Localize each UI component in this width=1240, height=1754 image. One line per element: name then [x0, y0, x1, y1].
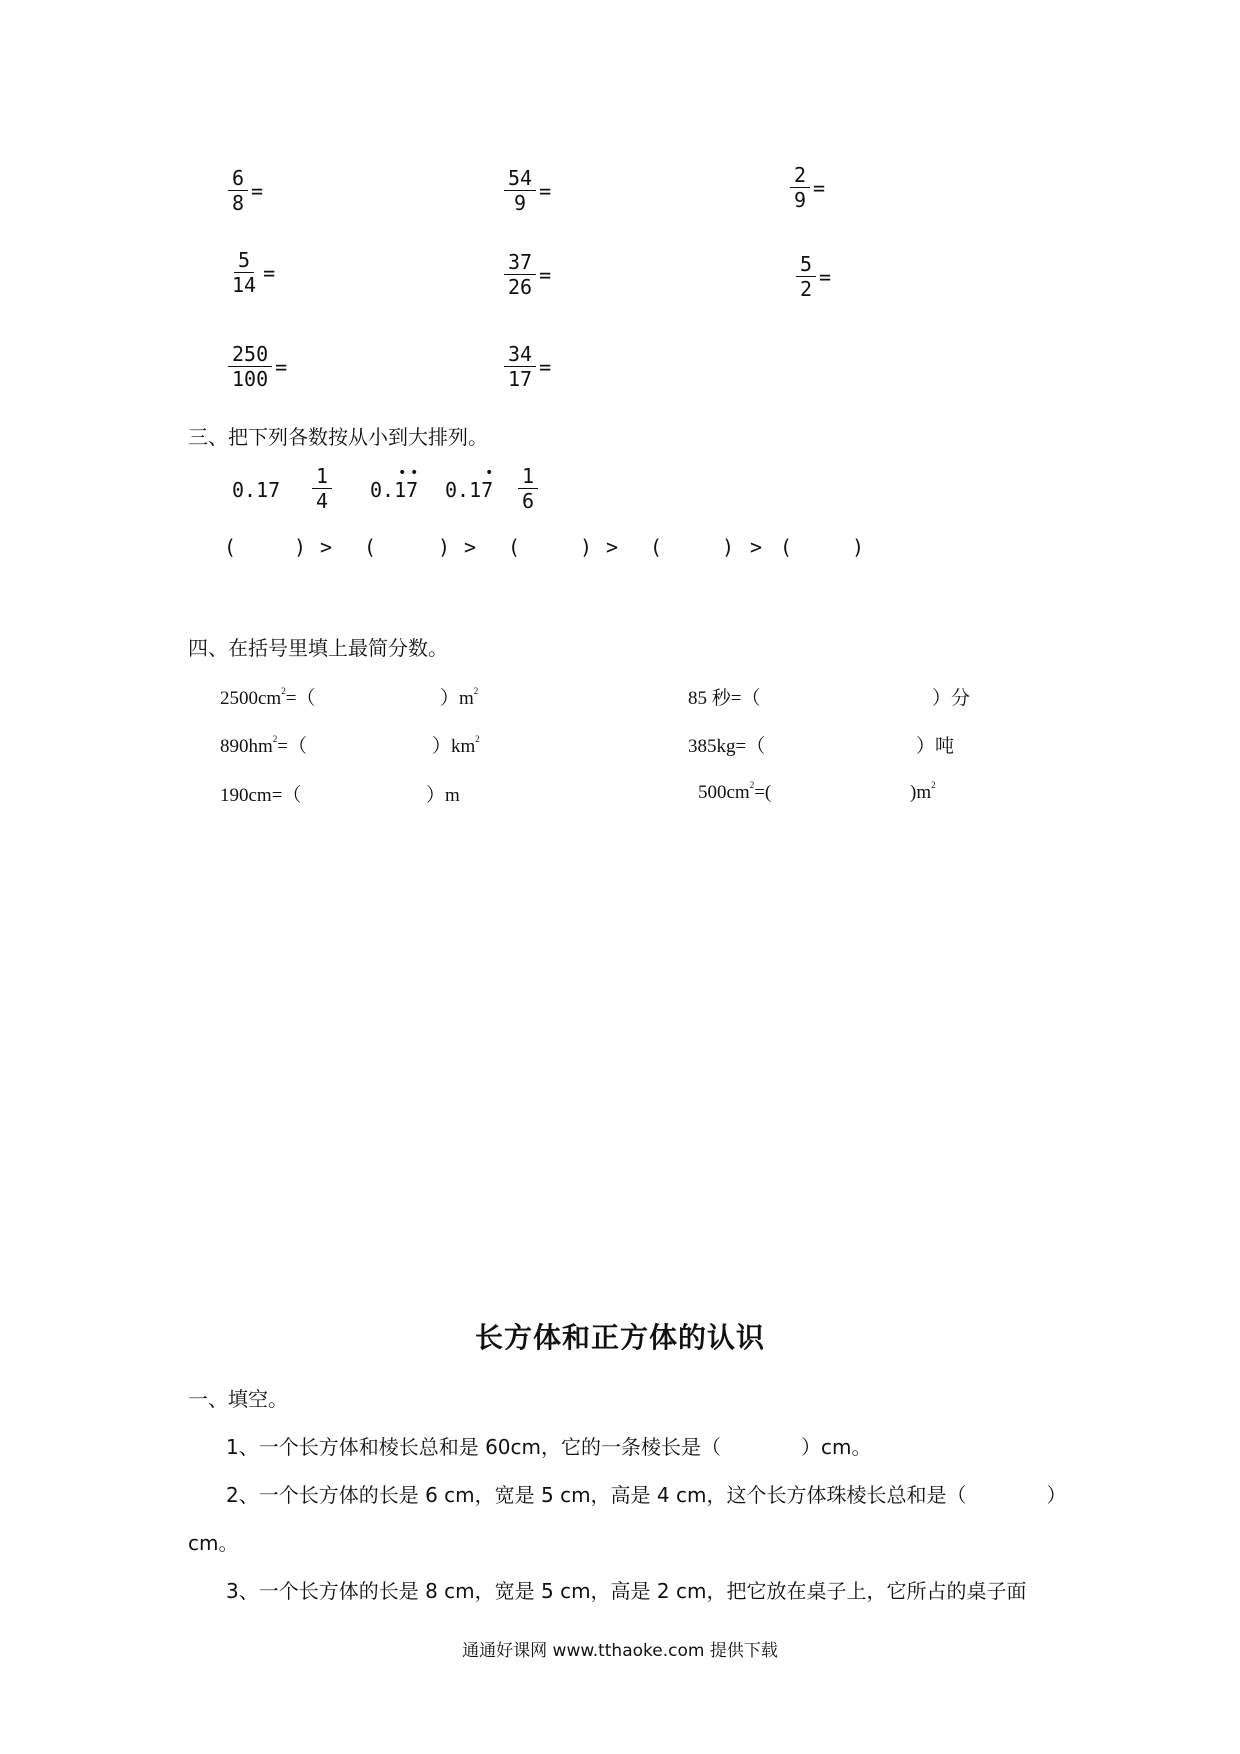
denominator: 9: [794, 188, 807, 212]
repeating-dot: •: [398, 465, 407, 481]
numerator: 5: [796, 254, 816, 277]
conversion-lhs: 85 秒: [688, 688, 731, 709]
numerator: 6: [228, 168, 248, 191]
conversion-item: [698, 780, 771, 804]
conversion-unit: [440, 683, 478, 710]
numerator: 2: [790, 165, 810, 188]
greater-than: >: [320, 535, 333, 559]
open-paren: (: [650, 535, 663, 559]
open-paren: (: [364, 535, 377, 559]
unit-label: m: [459, 688, 474, 709]
close-paren: ）: [426, 785, 446, 806]
conversion-lhs: 190cm: [220, 785, 272, 806]
close-paren: ）: [432, 736, 452, 757]
section-heading: 四、在括号里填上最简分数。: [188, 636, 448, 660]
equals-sign: =: [539, 262, 552, 287]
greater-than: >: [750, 535, 763, 559]
equals-open: =（: [735, 736, 766, 757]
close-paren: ）: [932, 688, 952, 709]
unit-label: m: [916, 782, 932, 803]
unit-label: 吨: [935, 736, 955, 757]
equals-open: =（: [271, 785, 302, 806]
open-paren: (: [508, 535, 521, 559]
equals-sign: =: [251, 178, 264, 203]
numerator: 54: [504, 168, 536, 191]
equals-open: =（: [285, 688, 316, 709]
superscript: 2: [931, 780, 936, 790]
page-footer: 通通好课网 www.tthaoke.com 提供下载: [462, 1641, 778, 1661]
chapter-title: 长方体和正方体的认识: [474, 1321, 765, 1354]
repeating-dot: •: [485, 465, 494, 481]
repeating-decimal: 0.17: [445, 478, 494, 502]
fraction-item: [228, 168, 263, 213]
conversion-lhs: 890hm: [220, 736, 273, 757]
numerator: 1: [518, 466, 538, 489]
equals-sign: =: [539, 178, 552, 203]
denominator: 14: [232, 273, 257, 297]
conversion-unit: [932, 683, 970, 710]
superscript: 2: [473, 686, 479, 696]
close-paren: ): [580, 535, 593, 559]
fraction-item: [228, 344, 287, 389]
superscript: 2: [475, 734, 480, 744]
conversion-item: [220, 683, 315, 710]
conversion-item: [688, 731, 765, 758]
fraction-item: [504, 252, 551, 297]
fraction-item: [312, 466, 332, 511]
equals-sign: =: [275, 354, 288, 379]
open-paren: (: [224, 535, 237, 559]
close-paren: ): [438, 535, 451, 559]
conversion-unit: [426, 780, 460, 807]
decimal-number: 0.17: [232, 478, 281, 502]
numerator: 34: [504, 344, 536, 367]
conversion-item: [220, 780, 301, 807]
conversion-lhs: 2500cm: [220, 688, 282, 709]
denominator: 100: [232, 367, 269, 391]
conversion-unit: [916, 731, 954, 758]
close-paren: ）: [440, 688, 460, 709]
denominator: 2: [800, 277, 813, 301]
superscript: 2: [281, 686, 286, 696]
repeating-decimal: 0.17: [370, 478, 419, 502]
conversion-unit: [910, 780, 936, 804]
conversion-item: [220, 731, 307, 758]
denominator: 17: [508, 367, 533, 391]
superscript: 2: [272, 734, 278, 744]
denominator: 4: [316, 489, 329, 513]
close-paren: ): [722, 535, 735, 559]
question-2-line-1: 2、一个长方体的长是 6 cm，宽是 5 cm，高是 4 cm，这个长方体珠棱长总和是（ ）: [226, 1483, 1067, 1507]
fraction-item: [518, 466, 538, 511]
equals-open: =（: [730, 688, 761, 709]
numerator: 250: [228, 344, 272, 367]
conversion-lhs: 500cm: [698, 782, 750, 803]
fraction-item: [504, 168, 551, 213]
close-paren: ): [910, 782, 917, 803]
fraction-item: [790, 165, 825, 210]
equals-sign: =: [813, 175, 826, 200]
unit-label: 分: [951, 688, 971, 709]
repeating-dot: •: [410, 465, 419, 481]
fraction-item: [796, 254, 831, 299]
denominator: 8: [232, 191, 245, 215]
unit-label: km: [451, 736, 476, 757]
conversion-unit: [432, 731, 480, 758]
question-1: 1、一个长方体和棱长总和是 60cm，它的一条棱长是（ ）cm。: [226, 1435, 872, 1459]
conversion-lhs: 385kg: [688, 736, 736, 757]
fraction-item: [228, 250, 275, 295]
question-2-line-2: cm。: [188, 1531, 239, 1555]
equals-sign: =: [819, 264, 832, 289]
fraction-item: [504, 344, 551, 389]
section-heading: 一、填空。: [188, 1387, 288, 1411]
greater-than: >: [464, 535, 477, 559]
close-paren: ）: [916, 736, 936, 757]
denominator: 6: [522, 489, 535, 513]
numerator: 5: [234, 250, 254, 273]
conversion-item: [688, 683, 760, 710]
open-paren: (: [780, 535, 793, 559]
denominator: 26: [508, 275, 533, 299]
denominator: 9: [514, 191, 527, 215]
section-heading: 三、把下列各数按从小到大排列。: [188, 425, 488, 449]
close-paren: ): [852, 535, 865, 559]
unit-label: m: [445, 785, 460, 806]
equals-open: =（: [277, 736, 307, 757]
equals-sign: =: [263, 260, 276, 285]
numerator: 37: [504, 252, 536, 275]
numerator: 1: [312, 466, 332, 489]
greater-than: >: [606, 535, 619, 559]
question-3: 3、一个长方体的长是 8 cm，宽是 5 cm，高是 2 cm，把它放在桌子上，它所占的桌子面: [226, 1579, 1027, 1603]
superscript: 2: [749, 780, 755, 790]
equals-sign: =: [539, 354, 552, 379]
equals-open: =(: [754, 782, 772, 803]
close-paren: ): [294, 535, 307, 559]
